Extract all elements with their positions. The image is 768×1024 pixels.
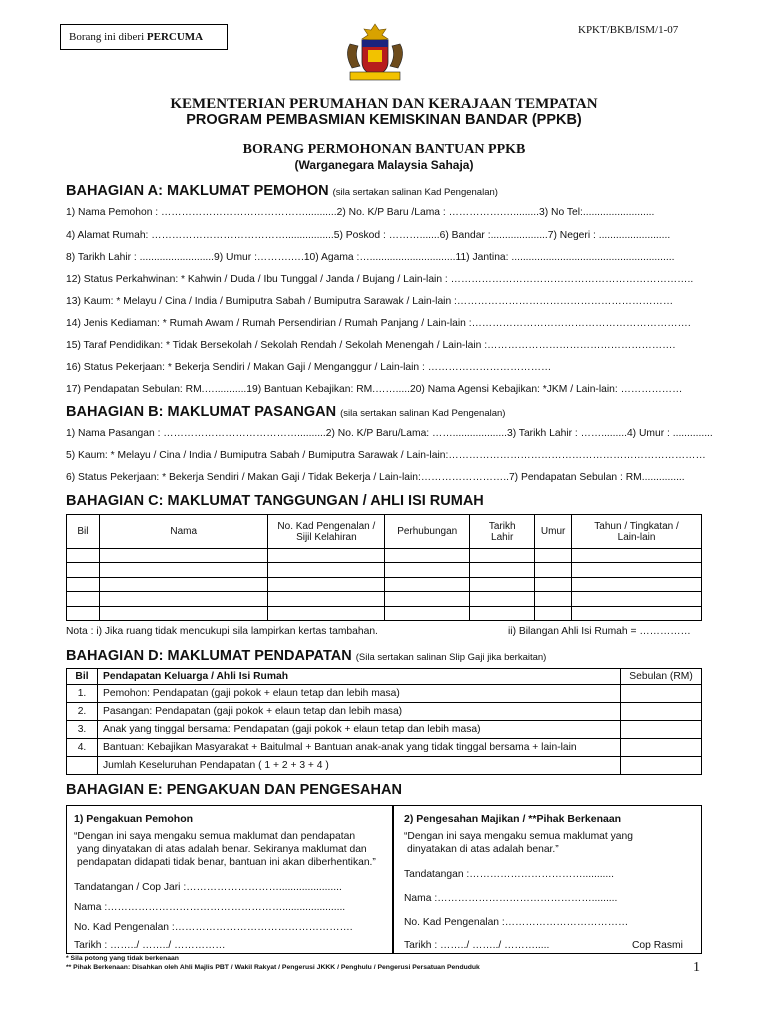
footnote-2: ** Pihak Berkenaan: Disahkan oleh Ahli Majlis PBT / Wakil Rakyat / Pengerusi JKKK / Penghulu / Pengerusi Persatuan Penduduk bbox=[66, 964, 480, 971]
section-a-line[interactable]: 13) Kaum: * Melayu / Cina / India / Bumiputra Sabah / Bumiputra Sarawak / Lain-lain :……………………………………………………… bbox=[66, 296, 674, 307]
income-head-desc: Pendapatan Keluarga / Ahli Isi Rumah bbox=[97, 669, 620, 685]
section-d-note: (Sila sertakan salinan Slip Gaji jika berkaitan) bbox=[355, 652, 547, 663]
applicant-declaration-text: “Dengan ini saya mengaku semua maklumat dan pendapatan bbox=[74, 831, 356, 842]
income-table bbox=[66, 668, 702, 775]
income-desc: Pemohon: Pendapatan (gaji pokok + elaun tetap dan lebih masa) bbox=[97, 685, 620, 703]
footnote-1: * Sila potong yang tidak berkenaan bbox=[66, 955, 179, 962]
income-bil: 1. bbox=[67, 685, 98, 703]
section-b-line[interactable]: 1) Nama Pasangan : …………………………………..........2) No. K/P Baru/Lama: ……...................3) Tarikh Lahir : …….........4) Umur : .............. bbox=[66, 428, 713, 439]
income-total-cell[interactable] bbox=[621, 757, 702, 775]
applicant-declaration-text: pendapatan didapati tidak benar, bantuan ini akan diberhentikan.” bbox=[77, 857, 376, 868]
income-header-row bbox=[67, 669, 702, 685]
table-row[interactable] bbox=[67, 739, 702, 757]
table-row[interactable] bbox=[67, 685, 702, 703]
income-bil bbox=[67, 757, 98, 775]
section-b-title bbox=[66, 404, 505, 420]
table-row[interactable] bbox=[67, 757, 702, 775]
applicant-name-field[interactable]: Nama :……………………………………………...................... bbox=[74, 902, 346, 913]
section-c-title: BAHAGIAN C: MAKLUMAT TANGGUNGAN / AHLI ISI RUMAH bbox=[66, 493, 484, 509]
income-amount-cell[interactable] bbox=[621, 685, 702, 703]
applicant-signature-field[interactable]: Tandatangan / Cop Jari :………………………...................... bbox=[74, 882, 342, 893]
table-header-row bbox=[67, 515, 702, 549]
col-tahun: Tahun / Tingkatan / Lain-lain bbox=[572, 515, 702, 549]
form-code: KPKT/BKB/ISM/1-07 bbox=[578, 24, 679, 36]
program-heading: PROGRAM PEMBASMIAN KEMISKINAN BANDAR (PPKB) bbox=[186, 112, 582, 128]
form-subtitle: (Warganegara Malaysia Sahaja) bbox=[294, 158, 474, 172]
col-tarikh-lahir: Tarikh Lahir bbox=[470, 515, 535, 549]
ministry-heading: KEMENTERIAN PERUMAHAN DAN KERAJAAN TEMPATAN bbox=[170, 96, 598, 112]
applicant-declaration-title: 1) Pengakuan Pemohon bbox=[74, 813, 194, 825]
section-d-title bbox=[66, 648, 546, 664]
applicant-date-field[interactable]: Tarikh : ……../ ……../ …………… bbox=[74, 940, 226, 951]
income-amount-cell[interactable] bbox=[621, 739, 702, 757]
table-row[interactable] bbox=[67, 549, 702, 563]
coat-of-arms-icon bbox=[340, 22, 410, 84]
income-bil: 4. bbox=[67, 739, 98, 757]
household-count-field[interactable]: ii) Bilangan Ahli Isi Rumah = …………… bbox=[508, 626, 691, 637]
section-a-line[interactable]: 14) Jenis Kediaman: * Rumah Awam / Rumah Persendirian / Rumah Panjang / Lain-lain :………………………………………………………. bbox=[66, 318, 691, 329]
section-b-line[interactable]: 6) Status Pekerjaan: * Bekerja Sendiri / Makan Gaji / Tidak Bekerja / Lain-lain:……………………..7) Pendapatan Sebulan : RM............... bbox=[66, 472, 685, 483]
income-desc: Bantuan: Kebajikan Masyarakat + Baitulmal + Bantuan anak-anak yang tidak tinggal bersama + lain-lain bbox=[97, 739, 620, 757]
income-head-bil: Bil bbox=[67, 669, 98, 685]
section-a-line[interactable]: 15) Taraf Pendidikan: * Tidak Bersekolah / Sekolah Rendah / Sekolah Menengah / Lain-lain :………………………………………………. bbox=[66, 340, 676, 351]
income-amount-cell[interactable] bbox=[621, 721, 702, 739]
table-row[interactable] bbox=[67, 563, 702, 577]
section-e-title: BAHAGIAN E: PENGAKUAN DAN PENGESAHAN bbox=[66, 782, 402, 798]
table-row[interactable] bbox=[67, 592, 702, 606]
section-b-line[interactable]: 5) Kaum: * Melayu / Cina / India / Bumiputra Sabah / Bumiputra Sarawak / Lain-lain:………………………………………………………………… bbox=[66, 450, 706, 461]
employer-verification-text: “Dengan ini saya mengaku semua maklumat yang bbox=[404, 831, 633, 842]
section-a-title bbox=[66, 183, 498, 199]
income-amount-cell[interactable] bbox=[621, 703, 702, 721]
applicant-declaration-text: yang dinyatakan di atas adalah benar. Sekiranya maklumat dan bbox=[77, 844, 367, 855]
form-title: BORANG PERMOHONAN BANTUAN PPKB bbox=[242, 142, 526, 157]
income-total-label: Jumlah Keseluruhan Pendapatan ( 1 + 2 + 3 + 4 ) bbox=[97, 757, 620, 775]
col-nama: Nama bbox=[99, 515, 268, 549]
employer-verification-text: dinyatakan di atas adalah benar.” bbox=[407, 844, 559, 855]
income-head-amount: Sebulan (RM) bbox=[621, 669, 702, 685]
employer-signature-field[interactable]: Tandatangan :……………………………........... bbox=[404, 869, 615, 880]
income-bil: 3. bbox=[67, 721, 98, 739]
section-b-heading: BAHAGIAN B: MAKLUMAT PASANGAN bbox=[66, 404, 337, 420]
col-umur: Umur bbox=[535, 515, 572, 549]
section-a-line[interactable]: 17) Pendapatan Sebulan: RM.…...........19) Bantuan Kebajikan: RM.…….....20) Nama Agensi Kebajikan: *JKM / Lain-lain: ……………… bbox=[66, 384, 683, 395]
section-a-heading: BAHAGIAN A: MAKLUMAT PEMOHON bbox=[66, 183, 329, 199]
table-row[interactable] bbox=[67, 577, 702, 591]
section-a-line[interactable]: 16) Status Pekerjaan: * Bekerja Sendiri / Makan Gaji / Menganggur / Lain-lain : ……………………………… bbox=[66, 362, 552, 373]
income-desc: Pasangan: Pendapatan (gaji pokok + elaun tetap dan lebih masa) bbox=[97, 703, 620, 721]
section-a-line[interactable]: 12) Status Perkahwinan: * Kahwin / Duda / Ibu Tunggal / Janda / Bujang / Lain-lain : …………………………………………………………….. bbox=[66, 274, 694, 285]
dependents-table bbox=[66, 514, 702, 621]
employer-date-field[interactable]: Tarikh : ……../ ……../ ………..... bbox=[404, 940, 550, 951]
col-bil: Bil bbox=[67, 515, 100, 549]
section-c-note: Nota : i) Jika ruang tidak mencukupi sila lampirkan kertas tambahan. bbox=[66, 626, 378, 637]
free-form-box bbox=[60, 24, 228, 50]
employer-verification-title: 2) Pengesahan Majikan / **Pihak Berkenaan bbox=[404, 813, 622, 825]
employer-verification-box bbox=[393, 805, 702, 954]
employer-name-field[interactable]: Nama :………………………………………......... bbox=[404, 893, 618, 904]
section-a-note: (sila sertakan salinan Kad Pengenalan) bbox=[332, 187, 498, 198]
page-number: 1 bbox=[693, 960, 700, 975]
table-row[interactable] bbox=[67, 721, 702, 739]
section-b-note: (sila sertakan salinan Kad Pengenalan) bbox=[340, 408, 506, 419]
table-row[interactable] bbox=[67, 703, 702, 721]
free-label: Borang ini diberi bbox=[69, 31, 145, 43]
income-desc: Anak yang tinggal bersama: Pendapatan (gaji pokok + elaun tetap dan lebih masa) bbox=[97, 721, 620, 739]
section-a-line[interactable]: 8) Tarikh Lahir : ..........................9) Umur :……….….10) Agama :…..............................11) Jantina: ......................................................... bbox=[66, 252, 675, 263]
employer-ic-field[interactable]: No. Kad Pengenalan :……………………………… bbox=[404, 917, 629, 928]
free-label-bold: PERCUMA bbox=[146, 31, 204, 43]
section-a-line[interactable]: 4) Alamat Rumah: ………………………………….................5) Poskod : ……….......6) Bandar :....................7) Negeri : ......................... bbox=[66, 230, 671, 241]
applicant-ic-field[interactable]: No. Kad Pengenalan :……………………………………………. bbox=[74, 922, 353, 933]
section-a-line[interactable]: 1) Nama Pemohon : ……………………………………...........2) No. K/P Baru /Lama : …………….….........3) No Tel:......................... bbox=[66, 207, 655, 218]
applicant-declaration-box bbox=[66, 805, 393, 954]
official-stamp-label: Cop Rasmi bbox=[632, 940, 683, 951]
table-row[interactable] bbox=[67, 606, 702, 620]
income-bil: 2. bbox=[67, 703, 98, 721]
col-perhubungan: Perhubungan bbox=[385, 515, 470, 549]
col-ic: No. Kad Pengenalan / Sijil Kelahiran bbox=[268, 515, 385, 549]
section-d-heading: BAHAGIAN D: MAKLUMAT PENDAPATAN bbox=[66, 648, 352, 664]
